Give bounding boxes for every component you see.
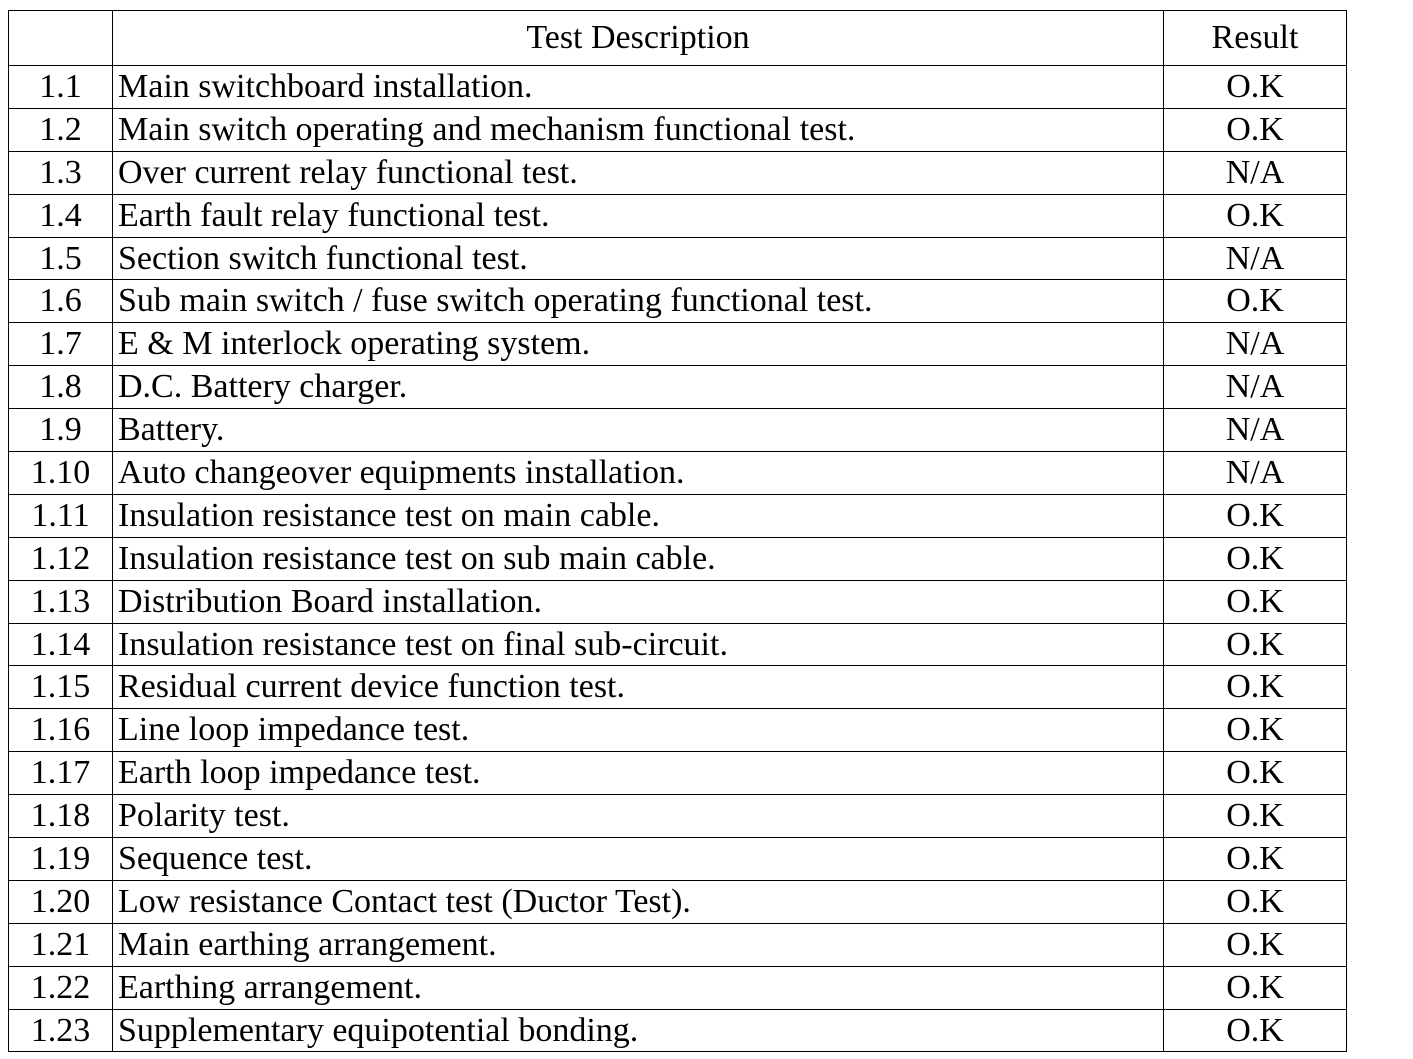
table-row — [9, 280, 1347, 323]
row-result: O.K — [1164, 66, 1347, 109]
row-number: 1.12 — [9, 537, 113, 580]
row-description: Over current relay functional test. — [113, 151, 1164, 194]
row-description: Battery. — [113, 409, 1164, 452]
table-row — [9, 151, 1347, 194]
table-body — [9, 66, 1347, 1052]
row-number: 1.1 — [9, 66, 113, 109]
table-row — [9, 623, 1347, 666]
table-header — [9, 11, 1347, 66]
table-row — [9, 194, 1347, 237]
row-result: O.K — [1164, 1009, 1347, 1052]
table-row — [9, 752, 1347, 795]
row-result: O.K — [1164, 923, 1347, 966]
row-number: 1.10 — [9, 452, 113, 495]
table-row — [9, 923, 1347, 966]
table-row — [9, 1009, 1347, 1052]
row-description: Insulation resistance test on final sub-circuit. — [113, 623, 1164, 666]
header-row — [9, 11, 1347, 66]
row-number: 1.22 — [9, 966, 113, 1009]
row-description: Auto changeover equipments installation. — [113, 452, 1164, 495]
table-row — [9, 409, 1347, 452]
test-results-table — [8, 10, 1347, 1052]
table-row — [9, 366, 1347, 409]
table-row — [9, 452, 1347, 495]
row-number: 1.20 — [9, 880, 113, 923]
row-number: 1.19 — [9, 838, 113, 881]
row-number: 1.11 — [9, 494, 113, 537]
row-description: D.C. Battery charger. — [113, 366, 1164, 409]
table-row — [9, 108, 1347, 151]
row-description: Earth loop impedance test. — [113, 752, 1164, 795]
table-row — [9, 966, 1347, 1009]
row-result: N/A — [1164, 366, 1347, 409]
row-number: 1.6 — [9, 280, 113, 323]
row-result: O.K — [1164, 795, 1347, 838]
row-result: N/A — [1164, 151, 1347, 194]
row-result: O.K — [1164, 880, 1347, 923]
row-description: Sequence test. — [113, 838, 1164, 881]
row-description: E & M interlock operating system. — [113, 323, 1164, 366]
row-description: Sub main switch / fuse switch operating functional test. — [113, 280, 1164, 323]
row-result: O.K — [1164, 966, 1347, 1009]
table-row — [9, 537, 1347, 580]
row-description: Insulation resistance test on main cable. — [113, 494, 1164, 537]
row-result: O.K — [1164, 108, 1347, 151]
table-row — [9, 795, 1347, 838]
table-row — [9, 880, 1347, 923]
table-row — [9, 237, 1347, 280]
row-number: 1.7 — [9, 323, 113, 366]
row-description: Low resistance Contact test (Ductor Test). — [113, 880, 1164, 923]
row-result: N/A — [1164, 237, 1347, 280]
row-description: Earthing arrangement. — [113, 966, 1164, 1009]
row-number: 1.2 — [9, 108, 113, 151]
row-number: 1.3 — [9, 151, 113, 194]
row-number: 1.14 — [9, 623, 113, 666]
row-result: O.K — [1164, 666, 1347, 709]
table-row — [9, 709, 1347, 752]
row-description: Earth fault relay functional test. — [113, 194, 1164, 237]
row-number: 1.9 — [9, 409, 113, 452]
row-description: Distribution Board installation. — [113, 580, 1164, 623]
header-number — [9, 11, 113, 66]
row-description: Main earthing arrangement. — [113, 923, 1164, 966]
header-test-description: Test Description — [113, 11, 1164, 66]
table-row — [9, 580, 1347, 623]
row-number: 1.18 — [9, 795, 113, 838]
row-description: Line loop impedance test. — [113, 709, 1164, 752]
table-row — [9, 323, 1347, 366]
row-result: N/A — [1164, 409, 1347, 452]
row-number: 1.23 — [9, 1009, 113, 1052]
row-description: Residual current device function test. — [113, 666, 1164, 709]
row-description: Section switch functional test. — [113, 237, 1164, 280]
row-result: O.K — [1164, 580, 1347, 623]
row-result: O.K — [1164, 194, 1347, 237]
row-number: 1.15 — [9, 666, 113, 709]
row-number: 1.17 — [9, 752, 113, 795]
row-number: 1.16 — [9, 709, 113, 752]
row-number: 1.4 — [9, 194, 113, 237]
row-result: N/A — [1164, 452, 1347, 495]
table-row — [9, 66, 1347, 109]
row-number: 1.21 — [9, 923, 113, 966]
row-description: Insulation resistance test on sub main cable. — [113, 537, 1164, 580]
row-result: O.K — [1164, 752, 1347, 795]
table-row — [9, 838, 1347, 881]
header-result: Result — [1164, 11, 1347, 66]
row-result: N/A — [1164, 323, 1347, 366]
table-row — [9, 666, 1347, 709]
row-number: 1.8 — [9, 366, 113, 409]
row-description: Supplementary equipotential bonding. — [113, 1009, 1164, 1052]
table-row — [9, 494, 1347, 537]
row-description: Main switchboard installation. — [113, 66, 1164, 109]
row-result: O.K — [1164, 280, 1347, 323]
row-result: O.K — [1164, 623, 1347, 666]
row-result: O.K — [1164, 709, 1347, 752]
row-number: 1.5 — [9, 237, 113, 280]
row-description: Polarity test. — [113, 795, 1164, 838]
row-result: O.K — [1164, 494, 1347, 537]
row-description: Main switch operating and mechanism functional test. — [113, 108, 1164, 151]
row-number: 1.13 — [9, 580, 113, 623]
row-result: O.K — [1164, 537, 1347, 580]
row-result: O.K — [1164, 838, 1347, 881]
